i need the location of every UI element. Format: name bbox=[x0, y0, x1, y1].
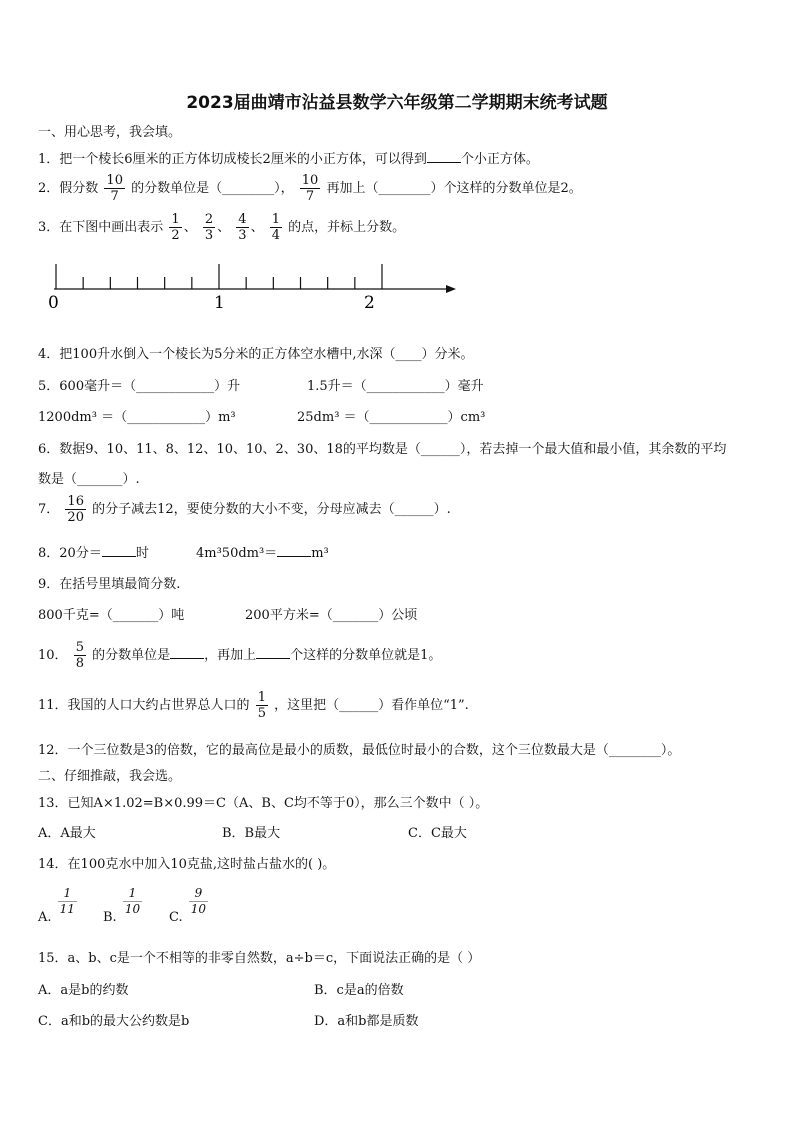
fraction: $\frac{4}{3}$ bbox=[238, 212, 247, 243]
option-15-c[interactable]: C．a和b的最大公约数是b bbox=[38, 1014, 190, 1029]
option-14-c[interactable]: C. $\frac{9}{10}$ bbox=[169, 886, 207, 925]
number-line bbox=[44, 262, 464, 314]
question-5-part-c: 1200dm³ ＝（____________）m³ bbox=[38, 410, 236, 425]
question-6-line-1: 6．数据9、10、11、8、12、10、10、2、30、18的平均数是（______），若去掉一个最大值和最小值，其余数的平均 bbox=[38, 442, 727, 457]
question-9-part-b: 200平方米=（_______）公顷 bbox=[245, 608, 418, 623]
answer-blank[interactable] bbox=[102, 555, 136, 557]
question-6-line-2: 数是（_______）. bbox=[38, 472, 140, 487]
fraction: $\frac{16}{20}$ bbox=[67, 494, 84, 525]
option-13-c[interactable]: C．C最大 bbox=[408, 826, 467, 841]
question-11: 11．我国的人口大约占世界总人口的 $\frac{1}{5}$ ，这里把（______）看作单位“1”. bbox=[38, 690, 469, 721]
answer-blank[interactable] bbox=[256, 657, 290, 659]
tick-label-1: 1 bbox=[214, 293, 225, 313]
question-1: 1．把一个棱长6厘米的正方体切成棱长2厘米的小正方体，可以得到 个小正方体。 bbox=[38, 152, 539, 167]
option-13-b[interactable]: B．B最大 bbox=[222, 826, 281, 841]
option-13-a[interactable]: A．A最大 bbox=[38, 826, 96, 841]
section-1-heading: 一、用心思考，我会填。 bbox=[38, 125, 182, 140]
page-title: 2023届曲靖市沾益县数学六年级第二学期期末统考试题 bbox=[186, 93, 608, 113]
tick-label-2: 2 bbox=[364, 293, 375, 313]
question-8-part-b: 4m³50dm³＝ m³ bbox=[196, 546, 329, 561]
option-14-b[interactable]: B. $\frac{1}{10}$ bbox=[103, 886, 141, 925]
arrow-head-icon bbox=[446, 285, 456, 293]
answer-blank[interactable] bbox=[427, 161, 461, 163]
fraction: $\frac{10}{7}$ bbox=[301, 173, 319, 204]
fraction: $\frac{2}{3}$ bbox=[204, 212, 214, 243]
number-line-ticks bbox=[56, 264, 382, 289]
section-2-heading: 二、仔细推敲，我会选。 bbox=[38, 769, 182, 784]
question-4: 4．把100升水倒入一个棱长为5分米的正方体空水槽中,水深（____）分米。 bbox=[38, 347, 474, 362]
question-3: 3．在下图中画出表示 $\frac{1}{2}$ 、 $\frac{2}{3}$ 、 $\frac{4}{3}$ 、 $\frac{1}{4}$ 的点，并标上分数。 bbox=[38, 212, 406, 243]
fraction: $\frac{1}{11}$ bbox=[59, 886, 75, 916]
question-9-part-a: 800千克=（_______）吨 bbox=[38, 608, 185, 623]
tick-label-0: 0 bbox=[48, 293, 59, 313]
question-5-part-d: 25dm³ ＝（____________）cm³ bbox=[297, 410, 486, 425]
question-12: 12．一个三位数是3的倍数，它的最高位是最小的质数，最低位时最小的合数，这个三位数最大是（________）。 bbox=[38, 743, 681, 758]
question-8: 8．20分＝ 时 bbox=[38, 546, 149, 561]
question-13: 13．已知A×1.02=B×0.99＝C（A、B、C均不等于0），那么三个数中（ ）。 bbox=[38, 796, 489, 811]
question-14: 14．在100克水中加入10克盐,这时盐占盐水的( )。 bbox=[38, 857, 336, 872]
question-5-part-b: 1.5升＝（____________）毫升 bbox=[307, 379, 484, 394]
question-9: 9．在括号里填最简分数. bbox=[38, 577, 181, 592]
fraction: $\frac{1}{10}$ bbox=[124, 886, 141, 916]
fraction: $\frac{9}{10}$ bbox=[190, 886, 207, 916]
option-15-a[interactable]: A．a是b的约数 bbox=[38, 983, 129, 998]
option-15-b[interactable]: B．c是a的倍数 bbox=[314, 983, 404, 998]
question-2: 2．假分数 $\frac{10}{7}$ 的分数单位是（________）， $\frac{10}{7}$ 再加上（________）个这样的分数单位是2。 bbox=[38, 173, 582, 204]
question-7: 7． $\frac{16}{20}$ 的分子减去12，要使分数的大小不变，分母应减去（______）. bbox=[38, 494, 451, 525]
fraction: $\frac{1}{5}$ bbox=[257, 690, 266, 721]
fraction: $\frac{1}{4}$ bbox=[271, 212, 281, 243]
option-14-a[interactable]: A. $\frac{1}{11}$ bbox=[38, 886, 75, 925]
question-15: 15．a、b、c是一个不相等的非零自然数，a÷b＝c，下面说法正确的是（ ） bbox=[38, 951, 481, 966]
option-15-d[interactable]: D．a和b都是质数 bbox=[314, 1014, 419, 1029]
fraction: $\frac{5}{8}$ bbox=[75, 640, 84, 671]
fraction: $\frac{1}{2}$ bbox=[171, 212, 180, 243]
question-5-part-a: 5．600毫升＝（____________）升 bbox=[38, 379, 241, 394]
answer-blank[interactable] bbox=[170, 657, 204, 659]
question-10: 10． $\frac{5}{8}$ 的分数单位是 ，再加上 个这样的分数单位就是1。 bbox=[38, 640, 442, 671]
answer-blank[interactable] bbox=[277, 555, 311, 557]
fraction: $\frac{10}{7}$ bbox=[106, 173, 123, 204]
